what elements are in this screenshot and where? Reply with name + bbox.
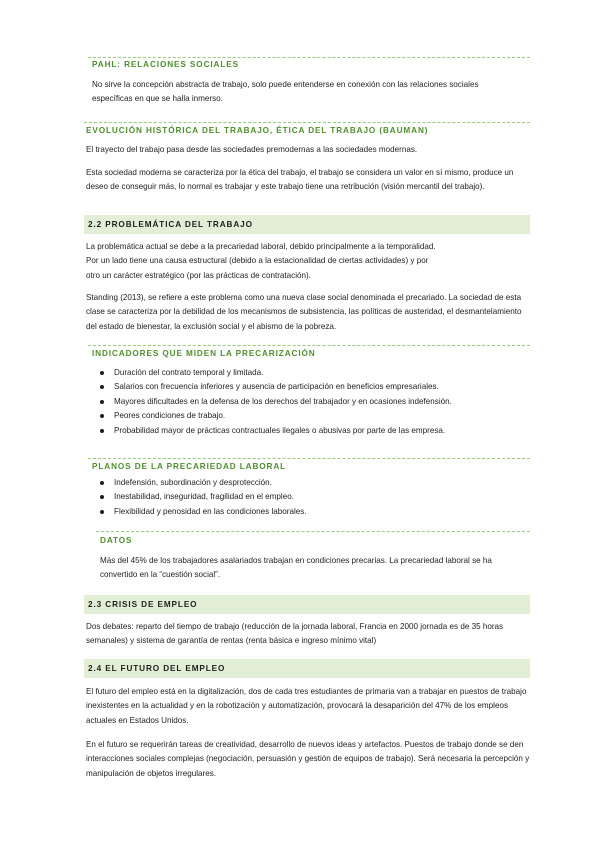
paragraph-futuro-1: El futuro del empleo está en la digitalización, dos de cada tres estudiantes de primaria van a trabajar en puestos de trabajo inexistentes en la actualidad y en la robotización y automatización, provocará la desaparición del 47% de los empleos actuales en Estados Unidos. [86,687,527,725]
paragraph-problematica-2: Standing (2013), se refiere a este problema como una nueva clase social denominada el precariado. La sociedad de esta clase se caracteriza por la debilidad de los mecanismos de subsistencia, las políticas de austeridad, el desmantelamiento del estado de bienestar, la exclusión social y el abismo de la pobreza. [86,293,522,331]
list-item: Indefensión, subordinación y desprotección. [98,476,307,490]
list-planos [98,476,307,519]
heading-pahl: PAHL: RELACIONES SOCIALES [92,60,239,69]
heading-planos: PLANOS DE LA PRECARIEDAD LABORAL [92,462,287,471]
paragraph-datos: Más del 45% de los trabajadores asalariados trabajan en condiciones precarias. La precariedad laboral se ha convertido en la “cuestión social”. [100,556,492,580]
divider [88,57,530,58]
heading-datos: DATOS [100,536,133,545]
heading-problematica: 2.2 PROBLEMÁTICA DEL TRABAJO [88,220,253,229]
heading-evolucion: EVOLUCIÓN HISTÓRICA DEL TRABAJO, ÉTICA DEL TRABAJO (BAUMAN) [86,126,429,135]
paragraph-evolucion-1: El trayecto del trabajo pasa desde las sociedades premodernas a las sociedades modernas. [86,145,418,154]
heading-futuro: 2.4 EL FUTURO DEL EMPLEO [88,664,226,673]
heading-indicadores: INDICADORES QUE MIDEN LA PRECARIZACIÓN [92,349,316,358]
list-item: Duración del contrato temporal y limitada. [98,366,452,380]
list-item: Probabilidad mayor de prácticas contractuales ilegales o abusivas por parte de las empresa. [98,424,452,438]
heading-crisis: 2.3 CRISIS DE EMPLEO [88,600,198,609]
divider [96,531,530,532]
list-item: Salarios con frecuencia inferiores y ausencia de participación en beneficios empresariales. [98,380,452,394]
list-item: Inestabilidad, inseguridad, fragilidad en el empleo. [98,490,307,504]
list-item: Flexibilidad y penosidad en las condiciones laborales. [98,505,307,519]
paragraph-futuro-2: En el futuro se requerirán tareas de creatividad, desarrollo de nuevos ideas y artefactos. Puestos de trabajo donde se den interacciones sociales complejas (negociación, persuasión y gestión de equipos de trabajo). Será necesaria la percepción y manipulación de objetos irregulares. [86,740,530,778]
paragraph-problematica-1: La problemática actual se debe a la precariedad laboral, debido principalmente a la temporalidad. Por un lado tiene una causa estructural (debido a la estacionalidad de ciertas actividades) y por otro un carácter estratégico (por las prácticas de contratación). [86,242,436,280]
list-item: Mayores dificultades en la defensa de los derechos del trabajador y en ocasiones indefensión. [98,395,452,409]
list-item: Peores condiciones de trabajo. [98,409,452,423]
divider [88,458,530,459]
paragraph-crisis: Dos debates: reparto del tiempo de trabajo (reducción de la jornada laboral, Francia en 2000 jornada es de 35 horas semanales) y sistema de garantía de rentas (renta básica e ingreso mínimo vital) [86,622,504,646]
divider [88,345,530,346]
paragraph-pahl: No sirve la concepción abstracta de trabajo, solo puede entenderse en conexión con las relaciones sociales específicas en que se halla inmerso. [92,80,479,104]
list-indicadores [98,366,452,438]
paragraph-evolucion-2: Esta sociedad moderna se caracteriza por la ética del trabajo, el trabajo se considera un valor en sí mismo, produce un deseo de conseguir más, lo normal es trabajar y este trabajo tiene una retribución (visión mercantil del trabajo). [86,168,514,192]
divider [84,122,530,123]
